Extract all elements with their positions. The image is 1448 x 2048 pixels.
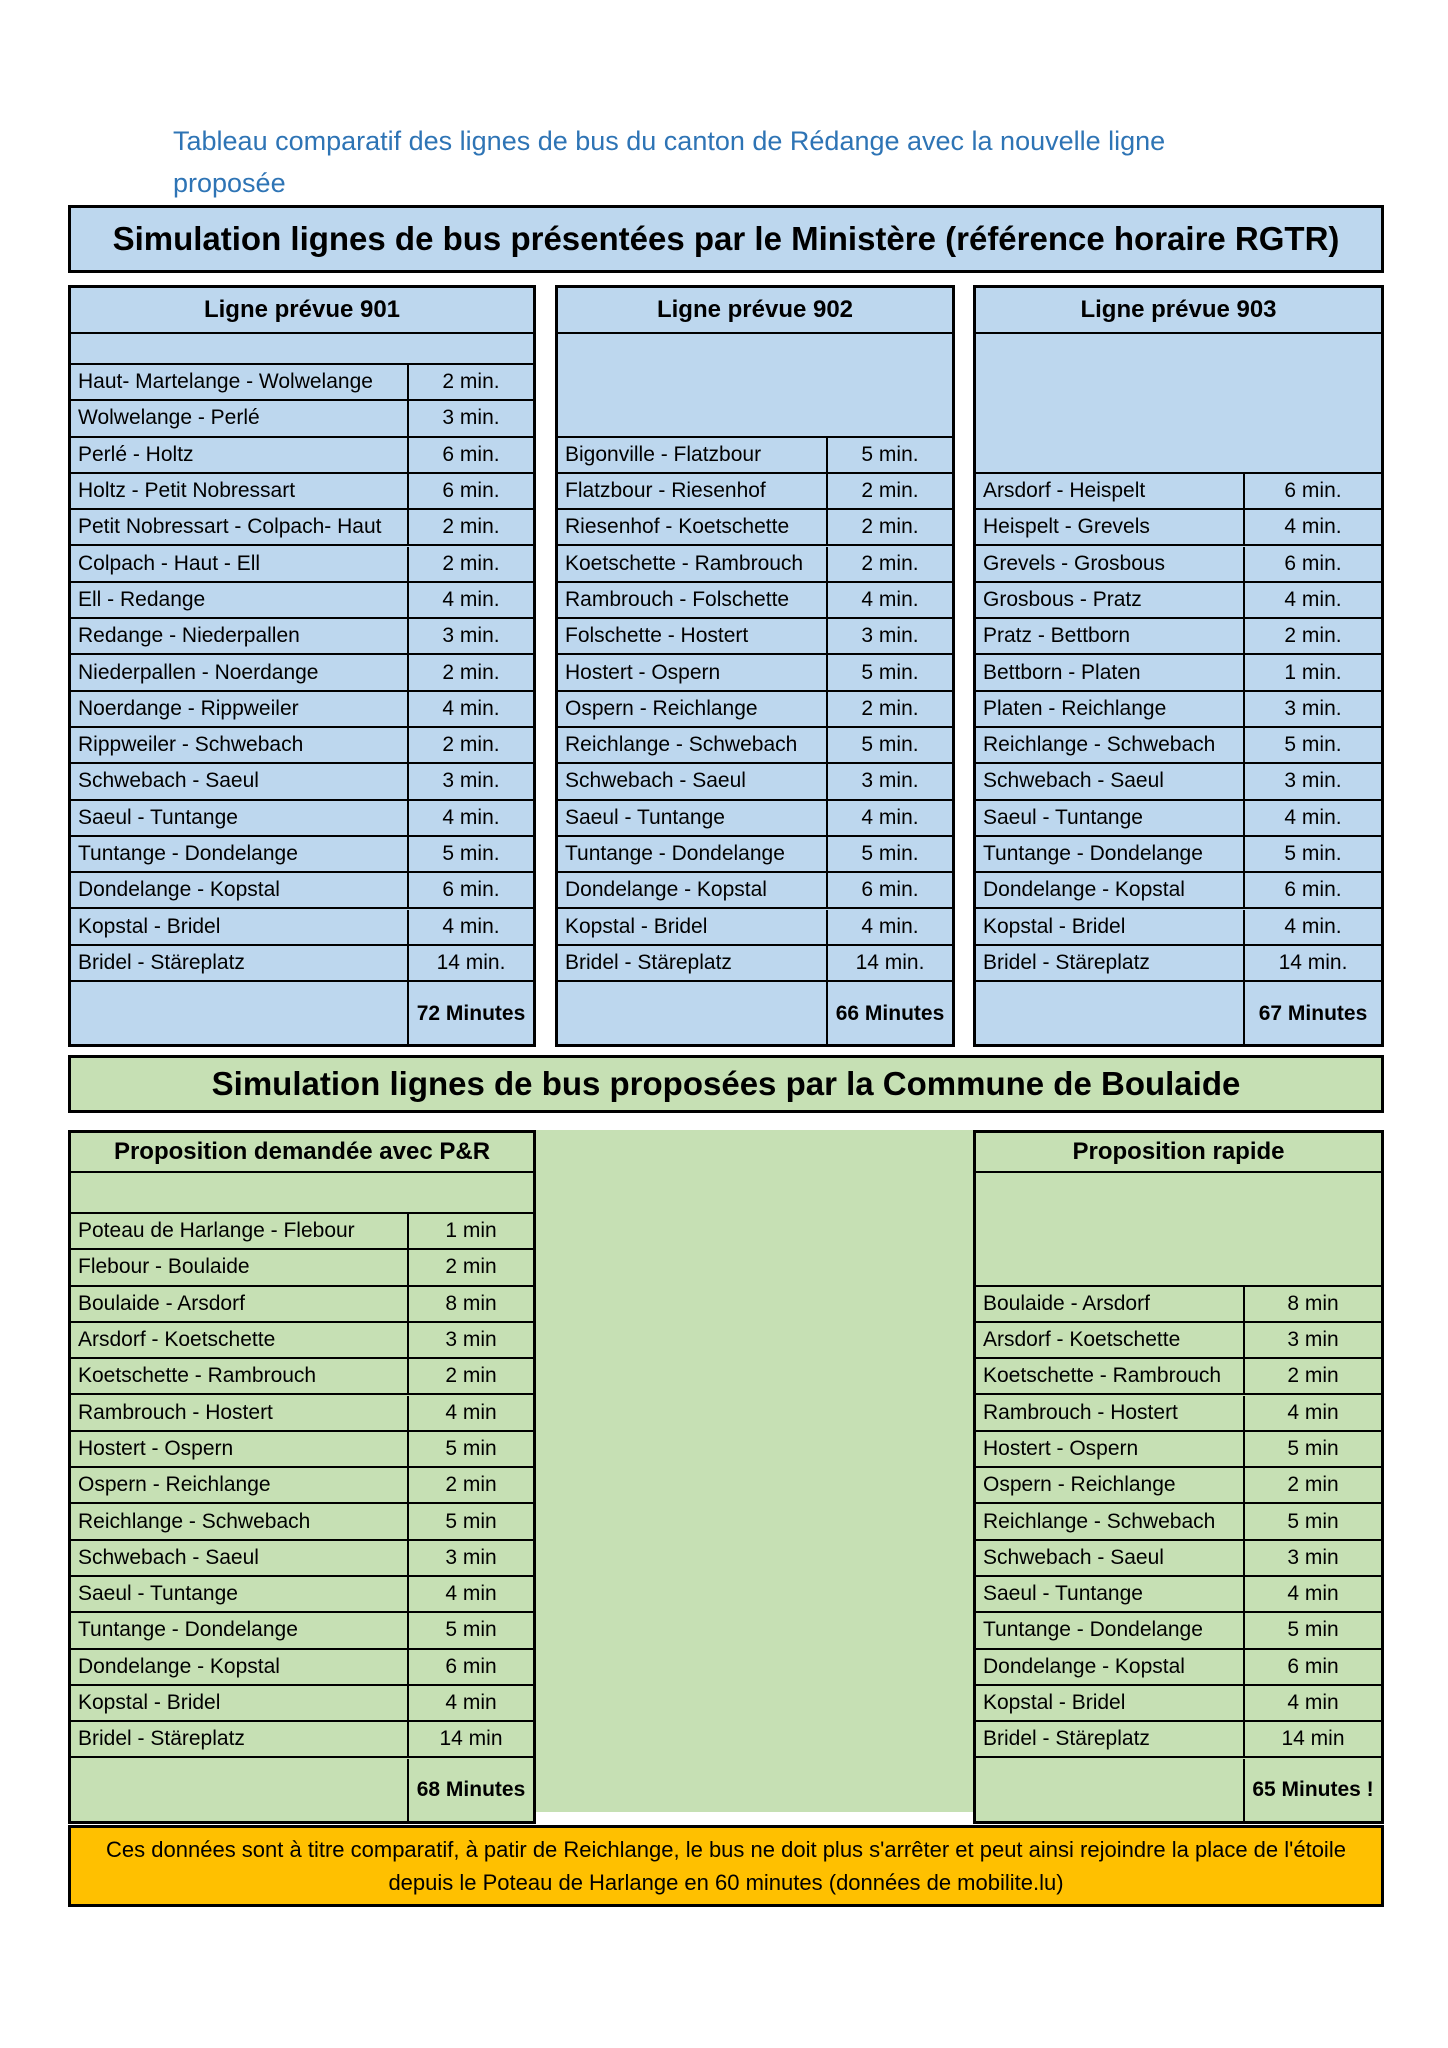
table-title: Ligne prévue 901 [71, 288, 533, 334]
segment-row [71, 873, 533, 909]
segment-row [71, 1214, 533, 1250]
segment-row [558, 801, 952, 837]
segment-row [976, 728, 1381, 764]
segment-duration: 2 min. [407, 510, 533, 544]
segment-duration: 5 min. [1243, 837, 1381, 871]
segment-name: Kopstal - Bridel [983, 914, 1126, 938]
segment-row [71, 1722, 533, 1758]
segment-row [71, 547, 533, 583]
segment-duration: 5 min. [826, 837, 952, 871]
segment-duration: 6 min. [1243, 547, 1381, 581]
segment-row [976, 801, 1381, 837]
segment-duration: 2 min. [826, 510, 952, 544]
segment-name: Riesenhof - Koetschette [565, 515, 790, 539]
segment-name: Tuntange - Dondelange [983, 842, 1203, 866]
segment-row [71, 1650, 533, 1686]
segment-name: Arsdorf - Koetschette [78, 1328, 276, 1352]
segment-duration: 4 min. [1243, 510, 1381, 544]
segment-duration: 4 min. [1243, 801, 1381, 835]
segment-row [71, 837, 533, 873]
segment-duration: 4 min. [826, 583, 952, 617]
segment-duration: 4 min. [407, 801, 533, 835]
segment-row [976, 1468, 1381, 1504]
segment-row [71, 474, 533, 510]
segment-row [71, 365, 533, 401]
segment-duration: 8 min [407, 1287, 533, 1321]
total-row [558, 982, 952, 1044]
segment-name: Noerdange - Rippweiler [78, 696, 299, 720]
total-duration: 66 Minutes [826, 982, 952, 1044]
segment-row [71, 946, 533, 982]
empty-row [976, 334, 1381, 474]
segment-row [71, 1250, 533, 1286]
segment-name: Arsdorf - Heispelt [983, 479, 1146, 503]
segment-duration: 14 min. [407, 946, 533, 980]
segment-row [976, 510, 1381, 546]
table-ligne-901 [68, 285, 536, 1047]
segment-row [558, 655, 952, 691]
segment-name: Colpach - Haut - Ell [78, 551, 261, 575]
table-ligne-903 [973, 285, 1384, 1047]
segment-row [558, 619, 952, 655]
segment-duration: 2 min. [407, 655, 533, 689]
segment-name: Kopstal - Bridel [565, 914, 708, 938]
segment-name: Schwebach - Saeul [78, 769, 259, 793]
segment-row [976, 1396, 1381, 1432]
table-title: Proposition rapide [976, 1133, 1381, 1173]
segment-name: Arsdorf - Koetschette [983, 1328, 1181, 1352]
segment-name: Saeul - Tuntange [565, 805, 725, 829]
segment-name: Koetschette - Rambrouch [565, 551, 804, 575]
total-duration: 72 Minutes [407, 982, 533, 1044]
segment-name: Koetschette - Rambrouch [78, 1364, 317, 1388]
segment-duration: 3 min [1243, 1541, 1381, 1575]
segment-duration: 2 min [1243, 1468, 1381, 1502]
segment-duration: 4 min. [826, 910, 952, 944]
segment-row [71, 764, 533, 800]
segment-duration: 2 min. [1243, 619, 1381, 653]
segment-duration: 8 min [1243, 1287, 1381, 1321]
segment-name: Perlé - Holtz [78, 442, 194, 466]
segment-duration: 3 min. [407, 619, 533, 653]
segment-name: Bridel - Stäreplatz [983, 950, 1150, 974]
segment-duration: 6 min [1243, 1650, 1381, 1684]
segment-duration: 3 min. [407, 401, 533, 435]
empty-row [71, 334, 533, 365]
segment-duration: 14 min. [1243, 946, 1381, 980]
segment-duration: 2 min [407, 1250, 533, 1284]
segment-name: Schwebach - Saeul [983, 769, 1164, 793]
segment-name: Boulaide - Arsdorf [983, 1291, 1150, 1315]
segment-name: Schwebach - Saeul [78, 1545, 259, 1569]
segment-name: Platen - Reichlange [983, 696, 1167, 720]
segment-duration: 5 min. [826, 438, 952, 472]
ministry-banner: Simulation lignes de bus présentées par le Ministère (référence horaire RGTR) [68, 205, 1384, 273]
total-duration: 65 Minutes ! [1243, 1759, 1381, 1821]
segment-row [558, 438, 952, 474]
segment-name: Haut- Martelange - Wolwelange [78, 370, 373, 394]
segment-name: Bridel - Stäreplatz [983, 1727, 1150, 1751]
empty-row [558, 334, 952, 438]
segment-row [976, 1432, 1381, 1468]
segment-row [558, 910, 952, 946]
total-row [71, 1759, 533, 1821]
segment-row [558, 692, 952, 728]
total-row [71, 982, 533, 1044]
segment-name: Bridel - Stäreplatz [565, 950, 732, 974]
segment-row [976, 547, 1381, 583]
segment-name: Rambrouch - Hostert [78, 1400, 273, 1424]
segment-name: Tuntange - Dondelange [78, 1618, 298, 1642]
segment-row [71, 583, 533, 619]
segment-name: Boulaide - Arsdorf [78, 1291, 245, 1315]
table-title: Ligne prévue 903 [976, 288, 1381, 334]
segment-duration: 3 min [1243, 1323, 1381, 1357]
segment-name: Kopstal - Bridel [78, 1691, 221, 1715]
total-duration: 68 Minutes [407, 1759, 533, 1821]
segment-duration: 4 min. [1243, 910, 1381, 944]
segment-duration: 14 min [1243, 1722, 1381, 1756]
segment-duration: 14 min. [826, 946, 952, 980]
segment-row [71, 1359, 533, 1395]
segment-duration: 5 min. [407, 837, 533, 871]
table-ligne-902 [555, 285, 955, 1047]
segment-name: Wolwelange - Perlé [78, 406, 260, 430]
segment-row [976, 910, 1381, 946]
segment-duration: 5 min [407, 1504, 533, 1538]
segment-duration: 2 min [1243, 1359, 1381, 1393]
segment-row [976, 1613, 1381, 1649]
segment-row [71, 1287, 533, 1323]
segment-name: Redange - Niederpallen [78, 624, 300, 648]
segment-duration: 6 min [407, 1650, 533, 1684]
segment-duration: 3 min [407, 1541, 533, 1575]
segment-name: Ospern - Reichlange [78, 1473, 271, 1497]
segment-name: Rippweiler - Schwebach [78, 733, 304, 757]
segment-name: Niederpallen - Noerdange [78, 660, 319, 684]
segment-row [976, 873, 1381, 909]
segment-duration: 1 min [407, 1214, 533, 1248]
segment-name: Grevels - Grosbous [983, 551, 1166, 575]
comparison-note: Ces données sont à titre comparatif, à patir de Reichlange, le bus ne doit plus s'arrêter et peut ainsi rejoindre la place de l'étoile depuis le Poteau de Harlange en 60 minutes (données de mobilite.lu) [68, 1825, 1384, 1907]
segment-name: Dondelange - Kopstal [78, 878, 280, 902]
segment-row [976, 946, 1381, 982]
segment-row [71, 438, 533, 474]
segment-duration: 2 min. [826, 474, 952, 508]
segment-duration: 6 min. [826, 873, 952, 907]
segment-row [71, 1504, 533, 1540]
segment-duration: 6 min. [407, 873, 533, 907]
segment-duration: 2 min. [407, 547, 533, 581]
segment-row [71, 401, 533, 437]
segment-row [71, 510, 533, 546]
segment-duration: 3 min [407, 1323, 533, 1357]
segment-name: Koetschette - Rambrouch [983, 1364, 1222, 1388]
segment-name: Kopstal - Bridel [983, 1691, 1126, 1715]
segment-row [558, 946, 952, 982]
segment-name: Schwebach - Saeul [983, 1545, 1164, 1569]
segment-duration: 1 min. [1243, 655, 1381, 689]
segment-duration: 3 min. [826, 619, 952, 653]
segment-duration: 4 min. [407, 692, 533, 726]
segment-name: Reichlange - Schwebach [565, 733, 798, 757]
table-proposition-rapide [973, 1130, 1384, 1824]
segment-row [558, 510, 952, 546]
segment-name: Schwebach - Saeul [565, 769, 746, 793]
segment-row [71, 1432, 533, 1468]
segment-name: Hostert - Ospern [565, 660, 721, 684]
commune-banner: Simulation lignes de bus proposées par la Commune de Boulaide [68, 1055, 1384, 1113]
segment-name: Dondelange - Kopstal [983, 1654, 1185, 1678]
segment-row [976, 1287, 1381, 1323]
segment-duration: 5 min [1243, 1504, 1381, 1538]
segment-row [71, 801, 533, 837]
segment-name: Saeul - Tuntange [78, 805, 238, 829]
segment-name: Holtz - Petit Nobressart [78, 479, 296, 503]
segment-row [976, 619, 1381, 655]
segment-duration: 4 min. [407, 583, 533, 617]
segment-name: Dondelange - Kopstal [983, 878, 1185, 902]
segment-row [71, 619, 533, 655]
table-proposition-pr [68, 1130, 536, 1824]
segment-name: Flatzbour - Riesenhof [565, 479, 766, 503]
segment-row [71, 1396, 533, 1432]
segment-name: Bettborn - Platen [983, 660, 1141, 684]
segment-duration: 6 min. [407, 438, 533, 472]
segment-duration: 5 min [1243, 1432, 1381, 1466]
segment-row [976, 1722, 1381, 1758]
segment-row [71, 655, 533, 691]
segment-name: Saeul - Tuntange [983, 805, 1143, 829]
segment-name: Tuntange - Dondelange [78, 842, 298, 866]
segment-duration: 2 min. [826, 547, 952, 581]
segment-row [976, 1650, 1381, 1686]
segment-name: Grosbous - Pratz [983, 587, 1142, 611]
segment-name: Folschette - Hostert [565, 624, 749, 648]
segment-duration: 5 min [407, 1613, 533, 1647]
segment-duration: 4 min [1243, 1686, 1381, 1720]
segment-duration: 4 min [407, 1396, 533, 1430]
segment-duration: 3 min. [1243, 764, 1381, 798]
segment-name: Petit Nobressart - Colpach- Haut [78, 515, 382, 539]
segment-duration: 3 min. [1243, 692, 1381, 726]
segment-name: Bridel - Stäreplatz [78, 950, 245, 974]
segment-row [71, 910, 533, 946]
segment-name: Ell - Redange [78, 587, 206, 611]
segment-duration: 4 min [1243, 1396, 1381, 1430]
segment-name: Heispelt - Grevels [983, 515, 1150, 539]
segment-duration: 5 min. [826, 728, 952, 762]
empty-row [71, 1173, 533, 1214]
segment-duration: 5 min [407, 1432, 533, 1466]
segment-duration: 6 min. [407, 474, 533, 508]
segment-row [976, 1686, 1381, 1722]
segment-duration: 4 min. [1243, 583, 1381, 617]
segment-name: Poteau de Harlange - Flebour [78, 1219, 355, 1243]
table-title: Ligne prévue 902 [558, 288, 952, 334]
segment-name: Pratz - Bettborn [983, 624, 1131, 648]
segment-row [976, 1359, 1381, 1395]
segment-name: Saeul - Tuntange [983, 1582, 1143, 1606]
segment-name: Rambrouch - Hostert [983, 1400, 1178, 1424]
segment-duration: 4 min [407, 1577, 533, 1611]
segment-duration: 5 min [1243, 1613, 1381, 1647]
segment-row [71, 1686, 533, 1722]
segment-row [976, 1577, 1381, 1613]
segment-duration: 4 min. [826, 801, 952, 835]
segment-row [71, 1541, 533, 1577]
segment-name: Tuntange - Dondelange [983, 1618, 1203, 1642]
page-intro: Tableau comparatif des lignes de bus du canton de Rédange avec la nouvelle ligne proposée [173, 126, 1166, 198]
segment-name: Flebour - Boulaide [78, 1255, 250, 1279]
segment-row [558, 837, 952, 873]
segment-name: Bridel - Stäreplatz [78, 1727, 245, 1751]
segment-duration: 2 min. [407, 365, 533, 399]
segment-duration: 4 min [1243, 1577, 1381, 1611]
segment-row [71, 1577, 533, 1613]
segment-row [976, 474, 1381, 510]
segment-name: Reichlange - Schwebach [983, 1509, 1216, 1533]
total-row [976, 982, 1381, 1044]
segment-duration: 2 min [407, 1359, 533, 1393]
segment-name: Dondelange - Kopstal [78, 1654, 280, 1678]
segment-row [976, 655, 1381, 691]
segment-duration: 2 min. [407, 728, 533, 762]
total-row [976, 1759, 1381, 1821]
segment-duration: 3 min. [826, 764, 952, 798]
segment-duration: 4 min [407, 1686, 533, 1720]
segment-row [558, 547, 952, 583]
segment-duration: 6 min. [1243, 873, 1381, 907]
segment-duration: 5 min. [1243, 728, 1381, 762]
segment-row [71, 1468, 533, 1504]
segment-row [976, 1504, 1381, 1540]
segment-duration: 2 min. [826, 692, 952, 726]
segment-name: Reichlange - Schwebach [983, 733, 1216, 757]
segment-row [558, 873, 952, 909]
segment-name: Hostert - Ospern [983, 1436, 1139, 1460]
segment-row [558, 764, 952, 800]
segment-row [976, 1323, 1381, 1359]
segment-name: Reichlange - Schwebach [78, 1509, 311, 1533]
segment-row [71, 728, 533, 764]
total-duration: 67 Minutes [1243, 982, 1381, 1044]
segment-duration: 4 min. [407, 910, 533, 944]
table-title: Proposition demandée avec P&R [71, 1133, 533, 1173]
segment-name: Saeul - Tuntange [78, 1582, 238, 1606]
segment-row [976, 1541, 1381, 1577]
segment-name: Kopstal - Bridel [78, 914, 221, 938]
segment-row [558, 583, 952, 619]
segment-duration: 5 min. [826, 655, 952, 689]
segment-name: Dondelange - Kopstal [565, 878, 767, 902]
segment-name: Rambrouch - Folschette [565, 587, 790, 611]
segment-name: Ospern - Reichlange [565, 696, 758, 720]
segment-row [976, 583, 1381, 619]
segment-duration: 14 min [407, 1722, 533, 1756]
segment-name: Tuntange - Dondelange [565, 842, 785, 866]
segment-row [976, 692, 1381, 728]
segment-duration: 6 min. [1243, 474, 1381, 508]
segment-row [976, 837, 1381, 873]
segment-row [558, 474, 952, 510]
segment-row [71, 692, 533, 728]
segment-row [71, 1323, 533, 1359]
empty-row [976, 1173, 1381, 1287]
segment-row [558, 728, 952, 764]
segment-name: Hostert - Ospern [78, 1436, 234, 1460]
segment-name: Bigonville - Flatzbour [565, 442, 762, 466]
segment-duration: 3 min. [407, 764, 533, 798]
segment-duration: 2 min [407, 1468, 533, 1502]
segment-row [71, 1613, 533, 1649]
segment-name: Ospern - Reichlange [983, 1473, 1176, 1497]
segment-row [976, 764, 1381, 800]
